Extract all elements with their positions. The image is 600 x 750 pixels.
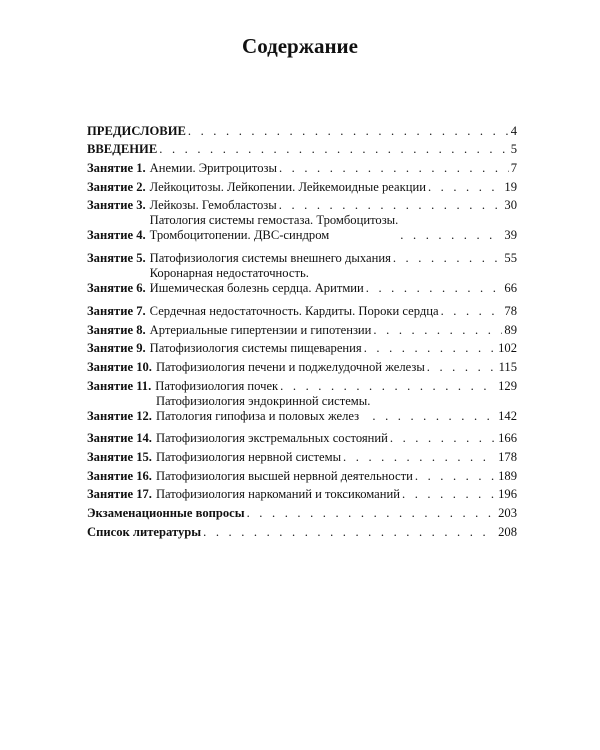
toc-entry-title-line: Патология системы гемостаза. Тромбоцитозы.: [149, 213, 399, 228]
toc-entry: [87, 428, 517, 447]
toc-entry-title-line: Список литературы: [87, 524, 202, 539]
toc-entry-page: 129: [498, 378, 517, 393]
toc-entry-page: 203: [498, 506, 517, 520]
toc-entry-page: 115: [498, 359, 517, 374]
toc-entry-title: [156, 394, 370, 424]
dot-leader: [279, 161, 509, 176]
dot-leader: [188, 124, 509, 139]
toc-entry-page: 39: [504, 228, 517, 243]
toc-entry-page: 189: [498, 468, 517, 483]
toc-entry-label: Занятие 15.: [87, 449, 152, 464]
toc-entry-label: Занятие 6.: [87, 281, 146, 296]
toc-entry-label: Занятие 9.: [87, 341, 146, 356]
toc-entry: [87, 120, 517, 139]
toc-entry-title: [150, 180, 426, 195]
dot-leader: [393, 251, 503, 266]
toc-entry-page: 178: [498, 449, 517, 464]
toc-entry: [87, 300, 517, 319]
toc-entry-page: 66: [504, 281, 517, 296]
toc-entry-title-line: Патология гипофиза и половых желез: [155, 408, 360, 423]
toc-entry-title-line: Патофизиология системы пищеварения: [149, 341, 362, 356]
toc-entry-title-line: Ишемическая болезнь сердца. Аритмии: [149, 281, 364, 296]
toc-entry-title-line: ВВЕДЕНИЕ: [87, 142, 158, 157]
toc-entry: [87, 213, 517, 243]
toc-entry-label: Занятие 7.: [87, 303, 146, 318]
toc-entry-label: Занятие 10.: [87, 359, 152, 374]
toc-entry-title-line: Патофизиология эндокринной системы.: [155, 393, 371, 408]
toc-entry-title-line: Патофизиология системы внешнего дыхания: [149, 251, 391, 266]
toc-entry-page: 4: [510, 123, 517, 138]
toc-entry-title-line: Тромбоцитопении. ДВС-синдром: [149, 228, 330, 243]
toc-entry-label: Занятие 11.: [87, 378, 152, 393]
toc-entry-title: [156, 469, 413, 484]
toc-entry-label: Занятие 12.: [87, 408, 152, 423]
toc-entry-page: 196: [498, 487, 517, 502]
toc-entry-title: [150, 161, 277, 176]
toc-entry-title-line: Экзаменационные вопросы: [87, 506, 245, 520]
toc-entry-page: 30: [504, 198, 517, 213]
toc-entry: [87, 446, 517, 465]
dot-leader: [279, 198, 503, 213]
toc-entry-label: Занятие 17.: [87, 487, 152, 502]
dot-leader: [159, 142, 508, 157]
toc-entry: [87, 375, 517, 394]
toc-entry-title: [156, 360, 425, 375]
toc-entry: [87, 266, 517, 296]
toc-entry-title-line: Коронарная недостаточность.: [149, 266, 309, 281]
toc-entry-page: 142: [498, 408, 517, 423]
toc-entry-title: [150, 198, 277, 213]
toc-entry-title: [156, 487, 400, 502]
toc-entry: [87, 484, 517, 503]
toc-entry-title: [150, 323, 372, 338]
dot-leader: [390, 431, 496, 446]
toc-entry-title-line: Патофизиология печени и поджелудочной железы: [155, 359, 425, 374]
dot-leader: [203, 525, 496, 540]
toc-entry-page: 5: [510, 142, 517, 157]
dot-leader: [280, 379, 496, 394]
toc-entry: [87, 247, 517, 266]
toc-entry-title-line: Патофизиология почек: [155, 378, 279, 393]
toc-entry-title-line: Патофизиология экстремальных состояний: [155, 431, 388, 446]
toc-entry: [87, 465, 517, 484]
dot-leader: [402, 487, 496, 502]
toc-entry-title-line: Сердечная недостаточность. Кардиты. Пороки сердца: [149, 303, 439, 318]
toc-entry-title: [156, 431, 388, 446]
toc-entry-title: [87, 142, 157, 157]
toc-entry-title: [87, 124, 186, 139]
toc-entry-title: [150, 251, 391, 266]
toc-entry-title-line: Анемии. Эритроцитозы: [149, 161, 277, 176]
dot-leader: [415, 469, 496, 484]
toc-entry-page: 78: [504, 303, 517, 318]
toc-entry-page: 55: [504, 251, 517, 266]
toc-entry-label: Занятие 3.: [87, 198, 146, 213]
dot-leader: [400, 228, 502, 243]
toc-entry: [87, 521, 517, 540]
toc-entry-title: [87, 525, 201, 540]
toc-entry-page: 89: [504, 322, 517, 337]
toc-entry-label: Занятие 16.: [87, 468, 152, 483]
toc-entry-title: [156, 450, 341, 465]
dot-leader: [427, 360, 497, 375]
toc-entry-label: Занятие 14.: [87, 431, 152, 446]
toc-entry-label: Занятие 2.: [87, 179, 146, 194]
toc-entry-label: Занятие 5.: [87, 251, 146, 266]
toc-entry: [87, 139, 517, 158]
toc-entry-title-line: Артериальные гипертензии и гипотензии: [149, 322, 372, 337]
toc-entry-title-line: Патофизиология высшей нервной деятельности: [155, 468, 413, 483]
toc-entry-page: 102: [498, 341, 517, 356]
toc-entry-label: Занятие 8.: [87, 322, 146, 337]
toc-entry-title-line: Лейкозы. Гемобластозы: [149, 198, 277, 213]
dot-leader: [343, 450, 496, 465]
toc-entry-title: [150, 304, 439, 319]
toc-entry: [87, 338, 517, 357]
toc-entry-title-line: Лейкоцитозы. Лейкопении. Лейкемоидные реакции: [149, 179, 426, 194]
toc-entry-page: 208: [498, 524, 517, 539]
toc-entry-title: [87, 506, 245, 521]
toc-entry-page: 19: [504, 179, 517, 194]
toc-entry: [87, 157, 517, 176]
toc-entry-label: Занятие 1.: [87, 161, 146, 176]
toc-entry-page: 166: [498, 431, 517, 446]
dot-leader: [372, 409, 496, 424]
dot-leader: [428, 180, 502, 195]
table-of-contents: [87, 120, 517, 540]
dot-leader: [441, 304, 503, 319]
toc-entry-title: [150, 341, 362, 356]
page-title: Содержание: [242, 34, 358, 58]
toc-entry-title-line: ПРЕДИСЛОВИЕ: [87, 123, 186, 138]
toc-entry-page: 7: [510, 161, 517, 176]
toc-entry-title: [155, 379, 278, 394]
toc-entry: [87, 356, 517, 375]
toc-entry: [87, 394, 517, 424]
dot-leader: [247, 506, 497, 521]
toc-entry-title: [150, 266, 364, 296]
toc-entry-title: [150, 213, 399, 243]
dot-leader: [364, 341, 496, 356]
toc-entry-title-line: Патофизиология наркоманий и токсикоманий: [155, 487, 400, 502]
toc-entry: [87, 195, 517, 214]
toc-entry-title-line: Патофизиология нервной системы: [155, 449, 342, 464]
dot-leader: [366, 281, 503, 296]
toc-entry: [87, 176, 517, 195]
dot-leader: [373, 323, 502, 338]
toc-entry: [87, 319, 517, 338]
toc-entry: [87, 502, 517, 521]
toc-entry-label: Занятие 4.: [87, 228, 146, 243]
